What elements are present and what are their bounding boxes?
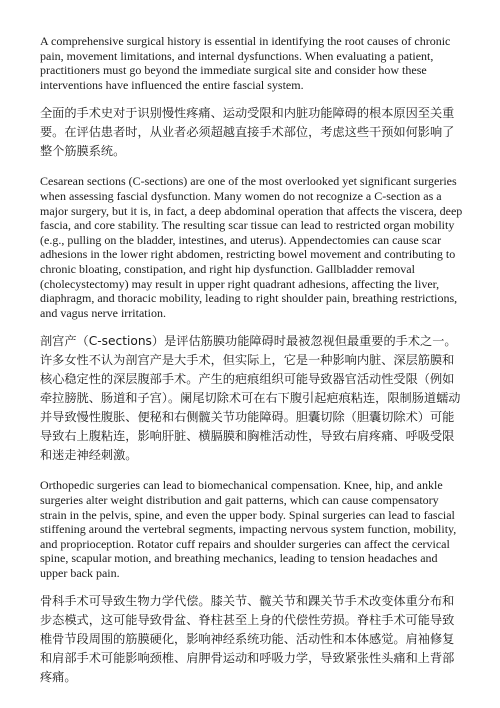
paragraph-orthopedic-surgeries-zh: 骨科手术可导致生物力学代偿。膝关节、髋关节和踝关节手术改变体重分布和步态模式，这可能导致骨盆、脊柱甚至上身的代偿性劳损。脊柱手术可能导致椎骨节段周围的筋膜硬化，影响神经系统功能、活动性和本体感觉。肩袖修复和肩部手术可能影响颈椎、肩胛骨运动和呼吸力学，导致紧张性头痛和上背部疼痛。: [40, 594, 455, 685]
paragraph-abdominal-surgeries-en: Cesarean sections (C-sections) are one of the most overlooked yet significant surgeries when assessing fascial dysfunction. Many women do not recognize a C-section as a major surgery, but it is, in fact, a deep abdominal operation that affects the viscera, deep fascia, and core stability. The resulting scar tissue can lead to restricted organ mobility (e.g., pulling on the bladder, intestines, and uterus). Appendectomies can cause scar adhesions in the lower right abdomen, restricting bowel movement and contributing to chronic bloating, constipation, and right hip dysfunction. Gallbladder removal (cholecystectomy) may result in upper right quadrant adhesions, affecting the liver, diaphragm, and thoracic mobility, leading to right shoulder pain, breathing restrictions, and vagus nerve irritation.: [40, 174, 463, 320]
paragraph-abdominal-surgeries-zh: 剖宫产（C-sections）是评估筋膜功能障碍时最被忽视但最重要的手术之一。许多女性不认为剖宫产是大手术，但实际上，它是一种影响内脏、深层筋膜和核心稳定性的深层腹部手术。产生的疤痕组织可能导致器官活动性受限（例如牵拉膀胱、肠道和子宫）。阑尾切除术可在右下腹引起疤痕粘连，限制肠道蠕动并导致慢性腹胀、便秘和右侧髋关节功能障碍。胆囊切除（胆囊切除术）可能导致右上腹粘连，影响肝脏、横膈膜和胸椎活动性，导致右肩疼痛、呼吸受限和迷走神经刺激。: [40, 334, 461, 463]
paragraph-orthopedic-surgeries-en: Orthopedic surgeries can lead to biomechanical compensation. Knee, hip, and ankle surgeries alter weight distribution and gait patterns, which can cause compensatory strain in the pelvis, spine, and even the upper body. Spinal surgeries can lead to fascial stiffening around the vertebral segments, impacting nervous system function, mobility, and proprioception. Rotator cuff repairs and shoulder surgeries can affect the cervical spine, scapular motion, and breathing mechanics, leading to tension headaches and upper back pain.: [40, 478, 457, 580]
paragraph-surgical-history-zh: 全面的手术史对于识别慢性疼痛、运动受限和内脏功能障碍的根本原因至关重要。在评估患者时，从业者必须超越直接手术部位，考虑这些干预如何影响了整个筋膜系统。: [40, 106, 455, 159]
paragraph-surgical-history-en: A comprehensive surgical history is essential in identifying the root causes of chronic pain, movement limitations, and internal dysfunctions. When evaluating a patient, practitioners must go beyond the immediate surgical site and consider how these interventions have influenced the entire fascial system.: [40, 34, 451, 92]
document-page: [40, 34, 464, 700]
